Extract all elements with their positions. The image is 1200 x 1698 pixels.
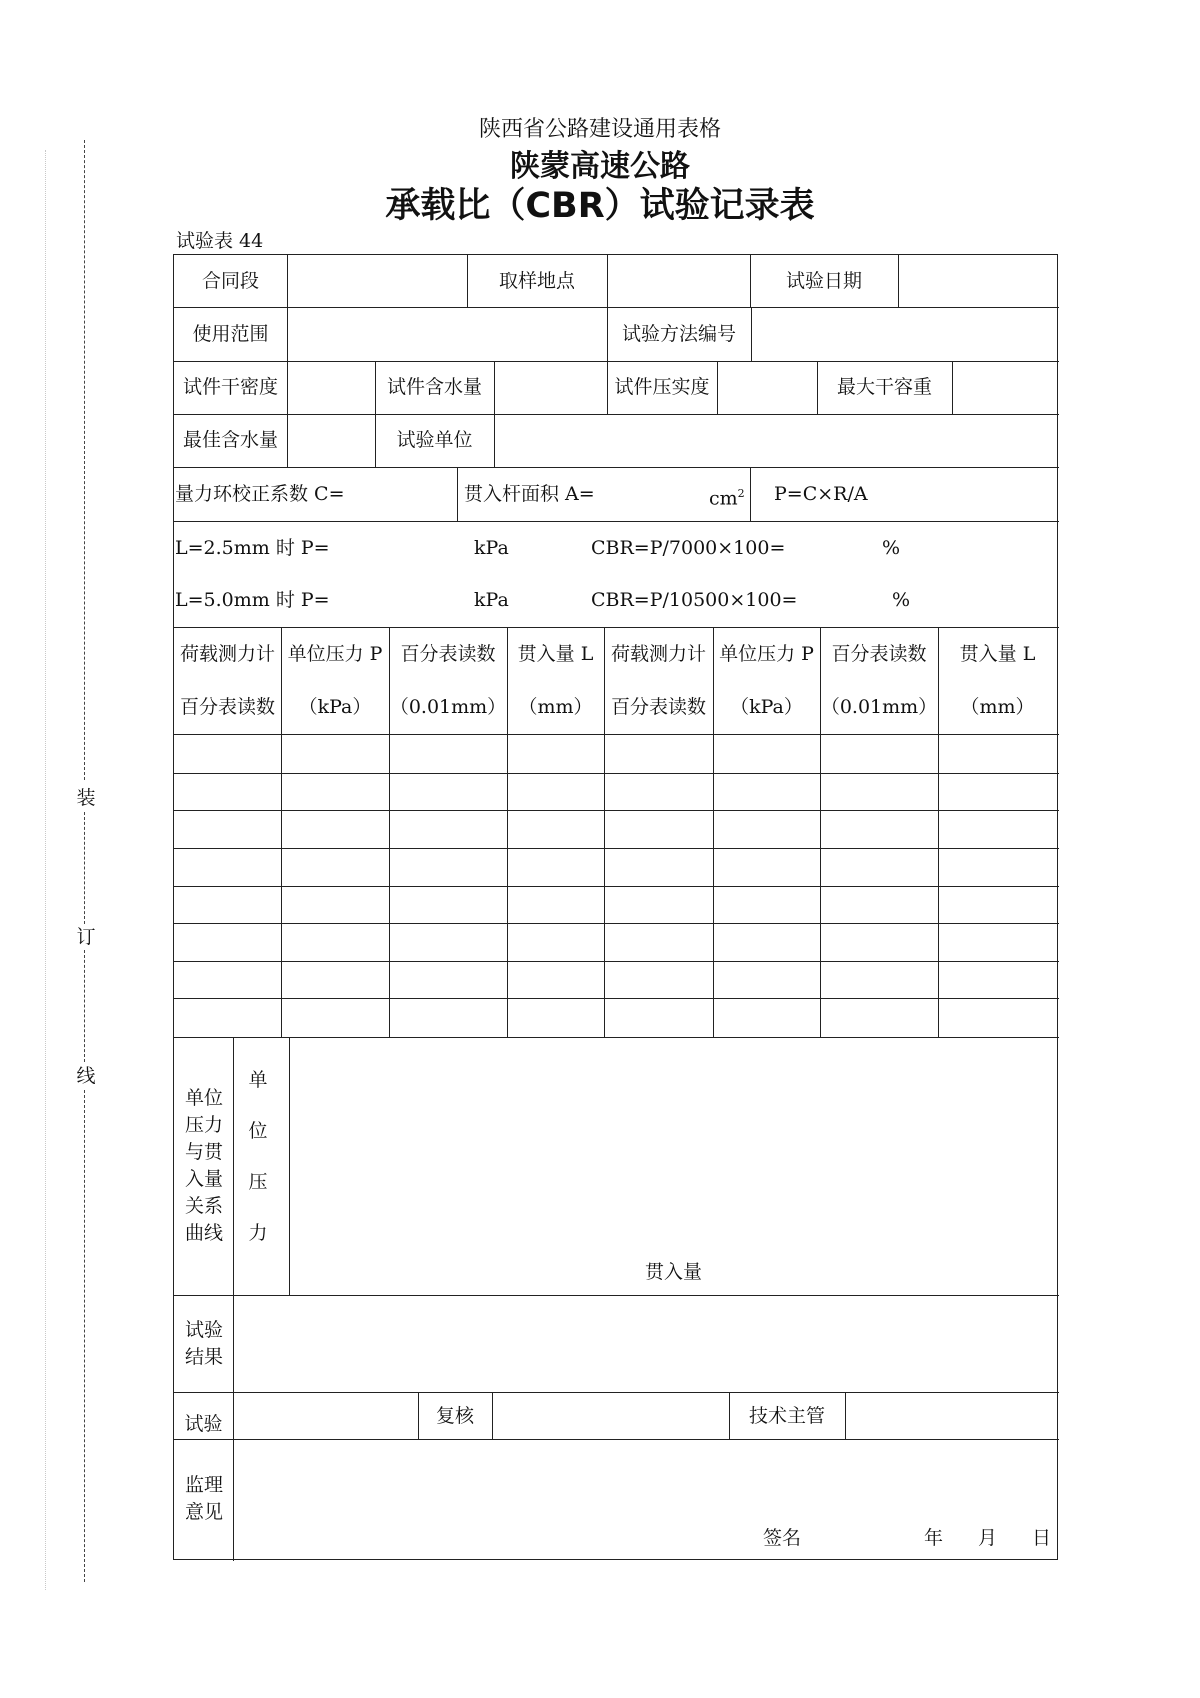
- col-load-dial-a-line2: 百分表读数: [179, 696, 275, 718]
- field-dry-density[interactable]: [288, 362, 374, 413]
- unit-percent-5-0: %: [892, 589, 911, 611]
- label-test-date: 试验日期: [785, 270, 862, 292]
- field-method-no[interactable]: [752, 308, 1057, 360]
- curve-y-axis-label: 单位压力: [248, 1069, 268, 1244]
- results-label: 试验结果: [184, 1319, 223, 1368]
- unit-percent-2-5: %: [882, 537, 901, 559]
- field-scope[interactable]: [288, 308, 606, 360]
- project-title: 陕蒙高速公路: [510, 149, 690, 184]
- label-tester: 试验: [184, 1413, 223, 1435]
- field-reviewer[interactable]: [493, 1393, 728, 1438]
- label-p-at-5-0mm: L=5.0mm 时 P=: [175, 589, 330, 611]
- col-load-dial-b-line1: 荷载测力计: [610, 643, 706, 665]
- field-technical-supervisor[interactable]: [846, 1393, 1056, 1438]
- field-contract-segment[interactable]: [288, 255, 466, 307]
- label-p-at-2-5mm: L=2.5mm 时 P=: [175, 537, 330, 559]
- cbr-test-form: [173, 254, 1058, 1560]
- binding-line-middle2: [84, 950, 85, 1062]
- label-contract-segment: 合同段: [201, 270, 259, 292]
- area-unit: [709, 482, 745, 510]
- col-pressure-b-line2: （kPa）: [730, 696, 803, 718]
- area-unit-base: cm: [709, 487, 738, 510]
- col-dial-reading-b-line1: 百分表读数: [831, 643, 927, 665]
- col-dial-reading-a-line1: 百分表读数: [400, 643, 496, 665]
- label-sample-site: 取样地点: [498, 270, 575, 292]
- label-dry-density: 试件干密度: [182, 376, 278, 398]
- label-signature: 签名: [763, 1527, 802, 1549]
- field-optimum-moisture[interactable]: [288, 415, 374, 466]
- binding-char-3: 线: [74, 1064, 98, 1088]
- binding-line-middle1: [84, 812, 85, 924]
- field-moisture[interactable]: [495, 362, 606, 413]
- field-results[interactable]: [234, 1296, 1056, 1391]
- field-sample-site[interactable]: [608, 255, 749, 307]
- field-test-unit[interactable]: [495, 415, 1057, 466]
- curve-section-label: 单位压力与贯入量关系曲线: [184, 1087, 223, 1244]
- label-reviewer: 复核: [435, 1405, 474, 1427]
- field-compaction[interactable]: [718, 362, 816, 413]
- label-compaction: 试件压实度: [614, 376, 710, 398]
- form-number: 试验表 44: [176, 230, 264, 252]
- area-unit-exponent: 2: [737, 487, 745, 500]
- col-penetration-b-line1: 贯入量 L: [959, 643, 1036, 665]
- label-moisture: 试件含水量: [386, 376, 482, 398]
- col-pressure-b-line1: 单位压力 P: [719, 643, 814, 665]
- col-load-dial-a-line1: 荷载测力计: [179, 643, 275, 665]
- label-test-unit: 试验单位: [396, 429, 473, 451]
- col-pressure-a-line1: 单位压力 P: [287, 643, 383, 665]
- label-year: 年: [924, 1527, 944, 1549]
- binding-line-top: [84, 140, 85, 780]
- pressure-formula: P=C×R/A: [774, 483, 868, 505]
- field-supervision-opinion[interactable]: [234, 1440, 1056, 1525]
- field-max-dry-density[interactable]: [953, 362, 1057, 413]
- col-dial-reading-a-line2: （0.01mm）: [389, 696, 507, 718]
- col-dial-reading-b-line2: （0.01mm）: [820, 696, 938, 718]
- col-pressure-a-line2: （kPa）: [298, 696, 372, 718]
- label-ring-coefficient: 量力环校正系数 C=: [175, 483, 345, 505]
- formula-cbr-5-0: CBR=P/10500×100=: [591, 589, 798, 611]
- label-month: 月: [978, 1527, 998, 1549]
- label-max-dry-density: 最大干容重: [836, 376, 932, 398]
- label-piston-area: 贯入杆面积 A=: [464, 483, 595, 505]
- col-penetration-b-line2: （mm）: [960, 696, 1035, 718]
- field-tester[interactable]: [234, 1393, 417, 1438]
- field-test-date[interactable]: [899, 255, 1057, 307]
- binding-char-2: 订: [74, 925, 98, 949]
- col-load-dial-b-line2: 百分表读数: [610, 696, 706, 718]
- curve-x-axis-label: 贯入量: [644, 1261, 702, 1283]
- label-method-no: 试验方法编号: [621, 323, 736, 345]
- formula-cbr-2-5: CBR=P/7000×100=: [591, 537, 786, 559]
- margin-guide-line: [45, 150, 46, 1590]
- curve-plot-area[interactable]: [290, 1038, 1056, 1248]
- label-optimum-moisture: 最佳含水量: [182, 429, 278, 451]
- binding-line-bottom: [84, 1090, 85, 1582]
- general-form-title: 陕西省公路建设通用表格: [478, 117, 721, 142]
- col-penetration-a-line2: （mm）: [518, 696, 593, 718]
- binding-char-1: 装: [74, 786, 98, 810]
- label-scope: 使用范围: [192, 323, 269, 345]
- supervision-label: 监理意见: [184, 1474, 223, 1523]
- label-technical-supervisor: 技术主管: [748, 1405, 825, 1427]
- form-title: 承载比（CBR）试验记录表: [385, 186, 815, 226]
- label-day: 日: [1032, 1527, 1052, 1549]
- col-penetration-a-line1: 贯入量 L: [517, 643, 594, 665]
- unit-kpa-2-5: kPa: [474, 537, 509, 559]
- unit-kpa-5-0: kPa: [474, 589, 509, 611]
